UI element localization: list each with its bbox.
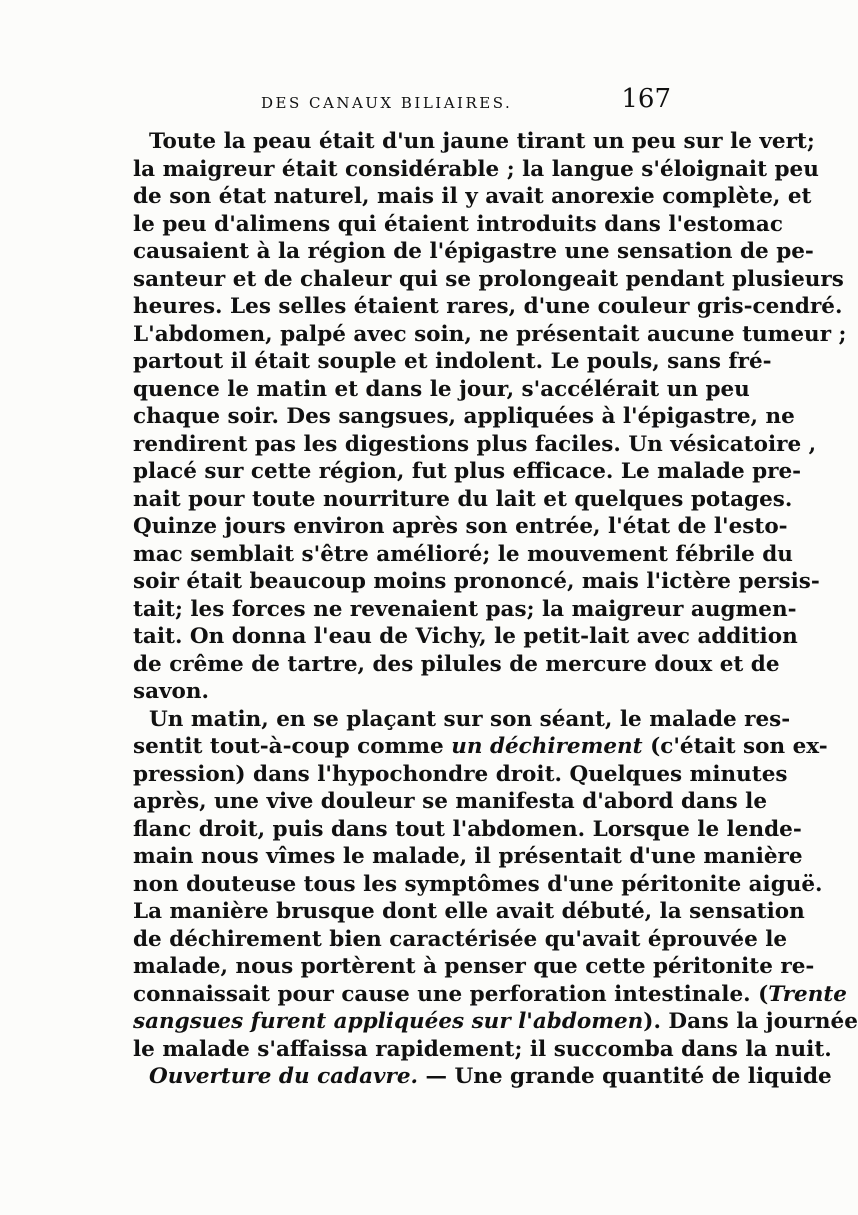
running-head: DES CANAUX BILIAIRES. <box>261 94 513 112</box>
text-line: flanc droit, puis dans tout l'abdomen. Lorsque le lende- <box>133 816 802 842</box>
text-line: nait pour toute nourriture du lait et quelques potages. <box>133 486 793 512</box>
italic-text: un déchirement <box>451 734 643 759</box>
text-line <box>133 1063 832 1091</box>
text-line: santeur et de chaleur qui se prolongeait pendant plusieurs <box>133 266 844 292</box>
italic-text: Ouverture du cadavre. <box>149 1064 419 1089</box>
text-line: mac semblait s'être amélioré; le mouvement fébrile du <box>133 541 793 567</box>
text-line: Quinze jours environ après son entrée, l'état de l'esto- <box>133 514 788 539</box>
text-line: heures. Les selles étaient rares, d'une couleur gris-cendré. <box>133 294 843 319</box>
text-line: tait; les forces ne revenaient pas; la maigreur augmen- <box>133 596 797 622</box>
text-line: soir était beaucoup moins prononcé, mais l'ictère persis- <box>133 569 820 594</box>
text-line <box>133 733 828 761</box>
text-line: quence le matin et dans le jour, s'accélérait un peu <box>133 376 750 402</box>
text-line: la maigreur était considérable ; la langue s'éloignait peu <box>133 156 819 182</box>
text-line: non douteuse tous les symptômes d'une péritonite aiguë. <box>133 871 823 897</box>
text-line: de crême de tartre, des pilules de mercure doux et de <box>133 651 780 677</box>
text-line: main nous vîmes le malade, il présentait d'une manière <box>133 844 803 869</box>
text-line <box>133 1008 858 1036</box>
page-number: 167 <box>621 84 671 114</box>
text-line: de son état naturel, mais il y avait anorexie complète, et <box>133 184 812 209</box>
text-line: placé sur cette région, fut plus efficace. Le malade pre- <box>133 459 802 484</box>
text-line: de déchirement bien caractérisée qu'avait éprouvée le <box>133 926 788 952</box>
text-line: le peu d'alimens qui étaient introduits dans l'estomac <box>133 211 783 237</box>
text-line: Toute la peau était d'un jaune tirant un peu sur le vert; <box>149 129 815 154</box>
text-line: savon. <box>133 679 209 704</box>
text-line: La manière brusque dont elle avait débuté, la sensation <box>133 899 805 924</box>
text-line: tait. On donna l'eau de Vichy, le petit-lait avec addition <box>133 624 798 649</box>
text-span: ). Dans la journée <box>643 1009 858 1034</box>
text-line <box>133 981 847 1009</box>
italic-text: sangsues furent appliquées sur l'abdomen <box>133 1009 644 1034</box>
text-line: chaque soir. Des sangsues, appliquées à l'épigastre, ne <box>133 404 795 429</box>
text-line: malade, nous portèrent à penser que cette péritonite re- <box>133 954 815 979</box>
text-line: pression) dans l'hypochondre droit. Quelques minutes <box>133 761 788 787</box>
text-line: causaient à la région de l'épigastre une sensation de pe- <box>133 239 814 264</box>
text-span: — Une grande quantité de liquide <box>418 1064 832 1089</box>
text-line: après, une vive douleur se manifesta d'abord dans le <box>133 789 768 814</box>
italic-text: Trente <box>768 981 847 1007</box>
text-line: le malade s'affaissa rapidement; il succomba dans la nuit. <box>133 1036 832 1062</box>
text-span: (c'était son ex- <box>642 734 828 759</box>
text-line: L'abdomen, palpé avec soin, ne présentait aucune tumeur ; <box>133 321 847 347</box>
text-line: rendirent pas les digestions plus faciles. Un vésicatoire , <box>133 431 817 457</box>
page-header <box>135 86 671 112</box>
text-span: connaissait pour cause une perforation intestinale. ( <box>133 981 769 1007</box>
text-span: sentit tout-à-coup comme <box>133 734 452 759</box>
body-text <box>133 128 858 1091</box>
text-line: Un matin, en se plaçant sur son séant, le malade res- <box>149 706 791 732</box>
text-line: partout il était souple et indolent. Le pouls, sans fré- <box>133 349 772 374</box>
